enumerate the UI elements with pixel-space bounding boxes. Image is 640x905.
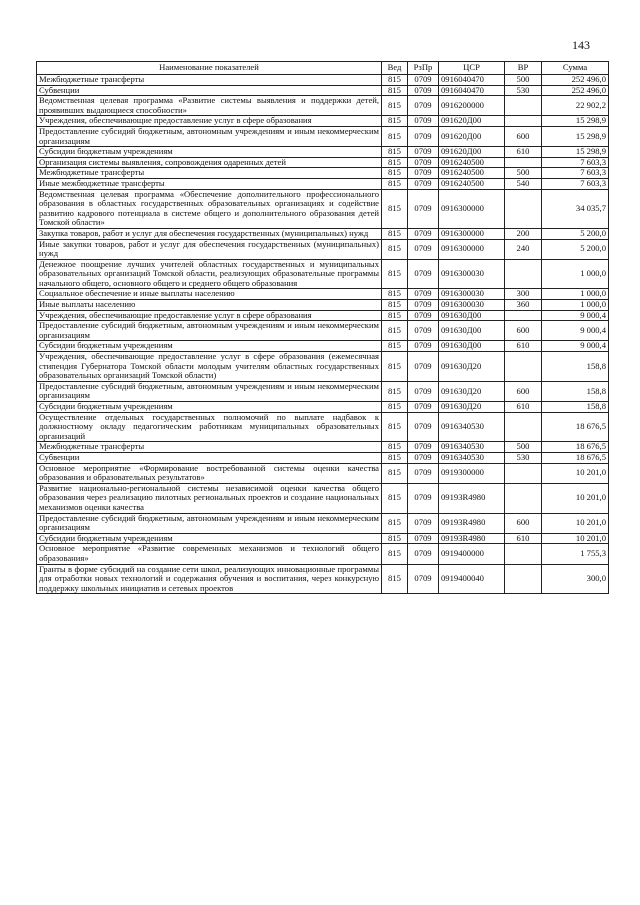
cell-rzpr: 0709 xyxy=(408,116,439,127)
cell-sum: 34 035,7 xyxy=(542,189,609,228)
cell-sum: 10 201,0 xyxy=(542,533,609,544)
cell-name: Субвенции xyxy=(37,85,382,96)
table-row xyxy=(37,442,609,453)
cell-sum: 1 000,0 xyxy=(542,289,609,300)
table-row xyxy=(37,96,609,116)
cell-rzpr: 0709 xyxy=(408,483,439,513)
cell-ved: 815 xyxy=(382,513,408,533)
cell-csr: 0916300000 xyxy=(439,239,505,259)
cell-ved: 815 xyxy=(382,157,408,168)
cell-ved: 815 xyxy=(382,442,408,453)
cell-vr: 540 xyxy=(505,178,542,189)
cell-name: Субсидии бюджетным учреждениям xyxy=(37,341,382,352)
cell-csr: 091630Д00 xyxy=(439,341,505,352)
cell-vr xyxy=(505,259,542,289)
cell-csr: 0916040470 xyxy=(439,85,505,96)
cell-rzpr: 0709 xyxy=(408,513,439,533)
cell-ved: 815 xyxy=(382,300,408,311)
cell-csr: 091630Д20 xyxy=(439,381,505,401)
cell-csr: 0916300030 xyxy=(439,300,505,311)
cell-sum: 1 000,0 xyxy=(542,300,609,311)
cell-name: Основное мероприятие «Формирование востребованной системы оценки качества образования и образовательных результатов» xyxy=(37,463,382,483)
table-row xyxy=(37,147,609,158)
table-row xyxy=(37,483,609,513)
cell-sum: 158,8 xyxy=(542,402,609,413)
cell-csr: 0916240500 xyxy=(439,178,505,189)
header-vr: ВР xyxy=(505,62,542,75)
cell-csr: 09193R4980 xyxy=(439,483,505,513)
cell-name: Денежное поощрение лучших учителей областных государственных и муниципальных образовательных организаций Томской области, реализующих образовательные программы начального общего, основного общего и среднего общего образования xyxy=(37,259,382,289)
cell-rzpr: 0709 xyxy=(408,75,439,86)
cell-vr: 530 xyxy=(505,85,542,96)
cell-csr: 0916300030 xyxy=(439,259,505,289)
table-row xyxy=(37,239,609,259)
cell-rzpr: 0709 xyxy=(408,300,439,311)
table-row xyxy=(37,321,609,341)
cell-sum: 10 201,0 xyxy=(542,463,609,483)
cell-rzpr: 0709 xyxy=(408,168,439,179)
cell-vr: 530 xyxy=(505,452,542,463)
page-number: 143 xyxy=(572,38,590,52)
table-row xyxy=(37,85,609,96)
table-row xyxy=(37,513,609,533)
cell-name: Предоставление субсидий бюджетным, автономным учреждениям и иным некоммерческим организациям xyxy=(37,321,382,341)
cell-sum: 5 200,0 xyxy=(542,228,609,239)
cell-rzpr: 0709 xyxy=(408,352,439,382)
header-csr: ЦСР xyxy=(439,62,505,75)
cell-vr: 200 xyxy=(505,228,542,239)
cell-name: Ведомственная целевая программа «Обеспечение дополнительного профессионального образования в областных государственных образовательных организациях и содействие развитию кадрового потенциала в системе общего и дополнительного образования детей Томской области» xyxy=(37,189,382,228)
cell-ved: 815 xyxy=(382,126,408,146)
cell-csr: 0916300000 xyxy=(439,189,505,228)
cell-ved: 815 xyxy=(382,452,408,463)
cell-ved: 815 xyxy=(382,178,408,189)
cell-name: Иные закупки товаров, работ и услуг для обеспечения государственных (муниципальных) нужд xyxy=(37,239,382,259)
table-row xyxy=(37,178,609,189)
cell-csr: 09193R4980 xyxy=(439,533,505,544)
table-row xyxy=(37,310,609,321)
cell-rzpr: 0709 xyxy=(408,442,439,453)
cell-sum: 9 000,4 xyxy=(542,321,609,341)
cell-vr: 610 xyxy=(505,402,542,413)
table-row xyxy=(37,259,609,289)
cell-vr xyxy=(505,116,542,127)
cell-vr xyxy=(505,189,542,228)
cell-name: Иные выплаты населению xyxy=(37,300,382,311)
table-row xyxy=(37,533,609,544)
cell-csr: 091620Д00 xyxy=(439,126,505,146)
cell-name: Организация системы выявления, сопровождения одаренных детей xyxy=(37,157,382,168)
cell-ved: 815 xyxy=(382,533,408,544)
cell-ved: 815 xyxy=(382,412,408,442)
cell-vr xyxy=(505,483,542,513)
cell-rzpr: 0709 xyxy=(408,228,439,239)
cell-rzpr: 0709 xyxy=(408,289,439,300)
cell-sum: 7 603,3 xyxy=(542,157,609,168)
table-row xyxy=(37,228,609,239)
cell-sum: 22 902,2 xyxy=(542,96,609,116)
cell-vr: 300 xyxy=(505,289,542,300)
cell-ved: 815 xyxy=(382,310,408,321)
cell-vr: 600 xyxy=(505,126,542,146)
cell-name: Субвенции xyxy=(37,452,382,463)
table-row xyxy=(37,75,609,86)
cell-rzpr: 0709 xyxy=(408,452,439,463)
cell-ved: 815 xyxy=(382,402,408,413)
cell-rzpr: 0709 xyxy=(408,533,439,544)
table-row xyxy=(37,189,609,228)
cell-csr: 091630Д20 xyxy=(439,402,505,413)
cell-csr: 0916040470 xyxy=(439,75,505,86)
cell-ved: 815 xyxy=(382,341,408,352)
cell-sum: 18 676,5 xyxy=(542,452,609,463)
cell-name: Иные межбюджетные трансферты xyxy=(37,178,382,189)
table-header-row xyxy=(37,62,609,75)
cell-name: Субсидии бюджетным учреждениям xyxy=(37,402,382,413)
cell-sum: 158,8 xyxy=(542,352,609,382)
cell-csr: 09193R4980 xyxy=(439,513,505,533)
cell-name: Осуществление отдельных государственных полномочий по выплате надбавок к должностному окладу педагогическим работникам муниципальных образовательных организаций xyxy=(37,412,382,442)
cell-vr xyxy=(505,157,542,168)
cell-csr: 0916340530 xyxy=(439,442,505,453)
cell-name: Межбюджетные трансферты xyxy=(37,442,382,453)
cell-csr: 091620Д00 xyxy=(439,147,505,158)
table-row xyxy=(37,289,609,300)
cell-vr xyxy=(505,352,542,382)
cell-csr: 0916240500 xyxy=(439,168,505,179)
cell-csr: 0916300030 xyxy=(439,289,505,300)
cell-sum: 7 603,3 xyxy=(542,168,609,179)
cell-vr: 240 xyxy=(505,239,542,259)
cell-rzpr: 0709 xyxy=(408,463,439,483)
table-row xyxy=(37,412,609,442)
cell-sum: 7 603,3 xyxy=(542,178,609,189)
cell-ved: 815 xyxy=(382,239,408,259)
cell-rzpr: 0709 xyxy=(408,381,439,401)
cell-csr: 0916340530 xyxy=(439,452,505,463)
cell-sum: 158,8 xyxy=(542,381,609,401)
cell-name: Развитие национально-региональной системы независимой оценки качества общего образования через реализацию пилотных региональных проектов и создание национальных механизмов оценки качества xyxy=(37,483,382,513)
cell-vr xyxy=(505,544,542,564)
table-row xyxy=(37,157,609,168)
cell-csr: 0919400000 xyxy=(439,544,505,564)
cell-ved: 815 xyxy=(382,564,408,594)
cell-rzpr: 0709 xyxy=(408,321,439,341)
cell-name: Предоставление субсидий бюджетным, автономным учреждениям и иным некоммерческим организациям xyxy=(37,381,382,401)
table-body xyxy=(37,75,609,594)
cell-sum: 252 496,0 xyxy=(542,85,609,96)
cell-csr: 0916240500 xyxy=(439,157,505,168)
cell-name: Предоставление субсидий бюджетным, автономным учреждениям и иным некоммерческим организациям xyxy=(37,513,382,533)
cell-csr: 091630Д00 xyxy=(439,321,505,341)
cell-ved: 815 xyxy=(382,289,408,300)
cell-vr xyxy=(505,96,542,116)
cell-rzpr: 0709 xyxy=(408,189,439,228)
cell-ved: 815 xyxy=(382,463,408,483)
cell-sum: 18 676,5 xyxy=(542,442,609,453)
cell-sum: 300,0 xyxy=(542,564,609,594)
table-row xyxy=(37,116,609,127)
cell-sum: 252 496,0 xyxy=(542,75,609,86)
table-row xyxy=(37,352,609,382)
cell-ved: 815 xyxy=(382,189,408,228)
cell-vr: 610 xyxy=(505,147,542,158)
cell-csr: 0916300000 xyxy=(439,228,505,239)
cell-vr: 600 xyxy=(505,381,542,401)
cell-rzpr: 0709 xyxy=(408,402,439,413)
cell-vr: 500 xyxy=(505,75,542,86)
cell-rzpr: 0709 xyxy=(408,564,439,594)
cell-rzpr: 0709 xyxy=(408,239,439,259)
cell-ved: 815 xyxy=(382,228,408,239)
table-row xyxy=(37,381,609,401)
cell-ved: 815 xyxy=(382,544,408,564)
cell-ved: 815 xyxy=(382,96,408,116)
cell-sum: 1 755,3 xyxy=(542,544,609,564)
cell-csr: 0919300000 xyxy=(439,463,505,483)
table-row xyxy=(37,544,609,564)
cell-ved: 815 xyxy=(382,147,408,158)
cell-name: Межбюджетные трансферты xyxy=(37,168,382,179)
cell-rzpr: 0709 xyxy=(408,544,439,564)
cell-csr: 0919400040 xyxy=(439,564,505,594)
cell-sum: 9 000,4 xyxy=(542,341,609,352)
cell-vr: 500 xyxy=(505,168,542,179)
cell-csr: 0916340530 xyxy=(439,412,505,442)
budget-table xyxy=(36,61,609,594)
cell-sum: 5 200,0 xyxy=(542,239,609,259)
cell-name: Закупка товаров, работ и услуг для обеспечения государственных (муниципальных) нужд xyxy=(37,228,382,239)
cell-sum: 10 201,0 xyxy=(542,483,609,513)
cell-name: Учреждения, обеспечивающие предоставление услуг в сфере образования xyxy=(37,116,382,127)
cell-sum: 10 201,0 xyxy=(542,513,609,533)
cell-sum: 15 298,9 xyxy=(542,116,609,127)
cell-ved: 815 xyxy=(382,352,408,382)
cell-sum: 15 298,9 xyxy=(542,147,609,158)
cell-name: Основное мероприятие «Развитие современных механизмов и технологий общего образования» xyxy=(37,544,382,564)
cell-name: Социальное обеспечение и иные выплаты населению xyxy=(37,289,382,300)
cell-csr: 091630Д00 xyxy=(439,310,505,321)
header-ved: Вед xyxy=(382,62,408,75)
cell-name: Межбюджетные трансферты xyxy=(37,75,382,86)
cell-vr: 600 xyxy=(505,321,542,341)
cell-name: Ведомственная целевая программа «Развитие системы выявления и поддержки детей, проявивших выдающиеся способности» xyxy=(37,96,382,116)
table-row xyxy=(37,463,609,483)
cell-ved: 815 xyxy=(382,483,408,513)
table-row xyxy=(37,341,609,352)
cell-ved: 815 xyxy=(382,381,408,401)
cell-vr: 610 xyxy=(505,533,542,544)
cell-vr xyxy=(505,310,542,321)
cell-ved: 815 xyxy=(382,85,408,96)
cell-vr: 360 xyxy=(505,300,542,311)
cell-rzpr: 0709 xyxy=(408,412,439,442)
table-row xyxy=(37,452,609,463)
cell-name: Учреждения, обеспечивающие предоставление услуг в сфере образования (ежемесячная стипендия Губернатора Томской области молодым учителям областных государственных образовательных организаций Томской области) xyxy=(37,352,382,382)
cell-name: Предоставление субсидий бюджетным, автономным учреждениям и иным некоммерческим организациям xyxy=(37,126,382,146)
cell-rzpr: 0709 xyxy=(408,147,439,158)
cell-sum: 15 298,9 xyxy=(542,126,609,146)
header-name: Наименование показателей xyxy=(37,62,382,75)
table-row xyxy=(37,564,609,594)
cell-rzpr: 0709 xyxy=(408,157,439,168)
cell-vr: 600 xyxy=(505,513,542,533)
cell-csr: 091620Д00 xyxy=(439,116,505,127)
cell-rzpr: 0709 xyxy=(408,126,439,146)
cell-rzpr: 0709 xyxy=(408,310,439,321)
cell-sum: 9 000,4 xyxy=(542,310,609,321)
cell-ved: 815 xyxy=(382,75,408,86)
cell-ved: 815 xyxy=(382,168,408,179)
cell-rzpr: 0709 xyxy=(408,341,439,352)
cell-vr: 500 xyxy=(505,442,542,453)
table-row xyxy=(37,402,609,413)
cell-name: Гранты в форме субсидий на создание сети школ, реализующих инновационные программы для отработки новых технологий и содержания обучения и воспитания, через конкурсную поддержку школьных инициатив и сетевых проектов xyxy=(37,564,382,594)
cell-ved: 815 xyxy=(382,321,408,341)
cell-csr: 091630Д20 xyxy=(439,352,505,382)
cell-vr xyxy=(505,412,542,442)
cell-sum: 18 676,5 xyxy=(542,412,609,442)
header-sum: Сумма xyxy=(542,62,609,75)
table-row xyxy=(37,126,609,146)
cell-rzpr: 0709 xyxy=(408,96,439,116)
cell-name: Субсидии бюджетным учреждениям xyxy=(37,533,382,544)
cell-sum: 1 000,0 xyxy=(542,259,609,289)
cell-ved: 815 xyxy=(382,116,408,127)
cell-ved: 815 xyxy=(382,259,408,289)
cell-vr xyxy=(505,463,542,483)
cell-name: Субсидии бюджетным учреждениям xyxy=(37,147,382,158)
cell-rzpr: 0709 xyxy=(408,259,439,289)
cell-rzpr: 0709 xyxy=(408,85,439,96)
cell-rzpr: 0709 xyxy=(408,178,439,189)
header-rzpr: РзПр xyxy=(408,62,439,75)
cell-name: Учреждения, обеспечивающие предоставление услуг в сфере образования xyxy=(37,310,382,321)
table-row xyxy=(37,168,609,179)
cell-vr xyxy=(505,564,542,594)
table-row xyxy=(37,300,609,311)
cell-csr: 0916200000 xyxy=(439,96,505,116)
cell-vr: 610 xyxy=(505,341,542,352)
